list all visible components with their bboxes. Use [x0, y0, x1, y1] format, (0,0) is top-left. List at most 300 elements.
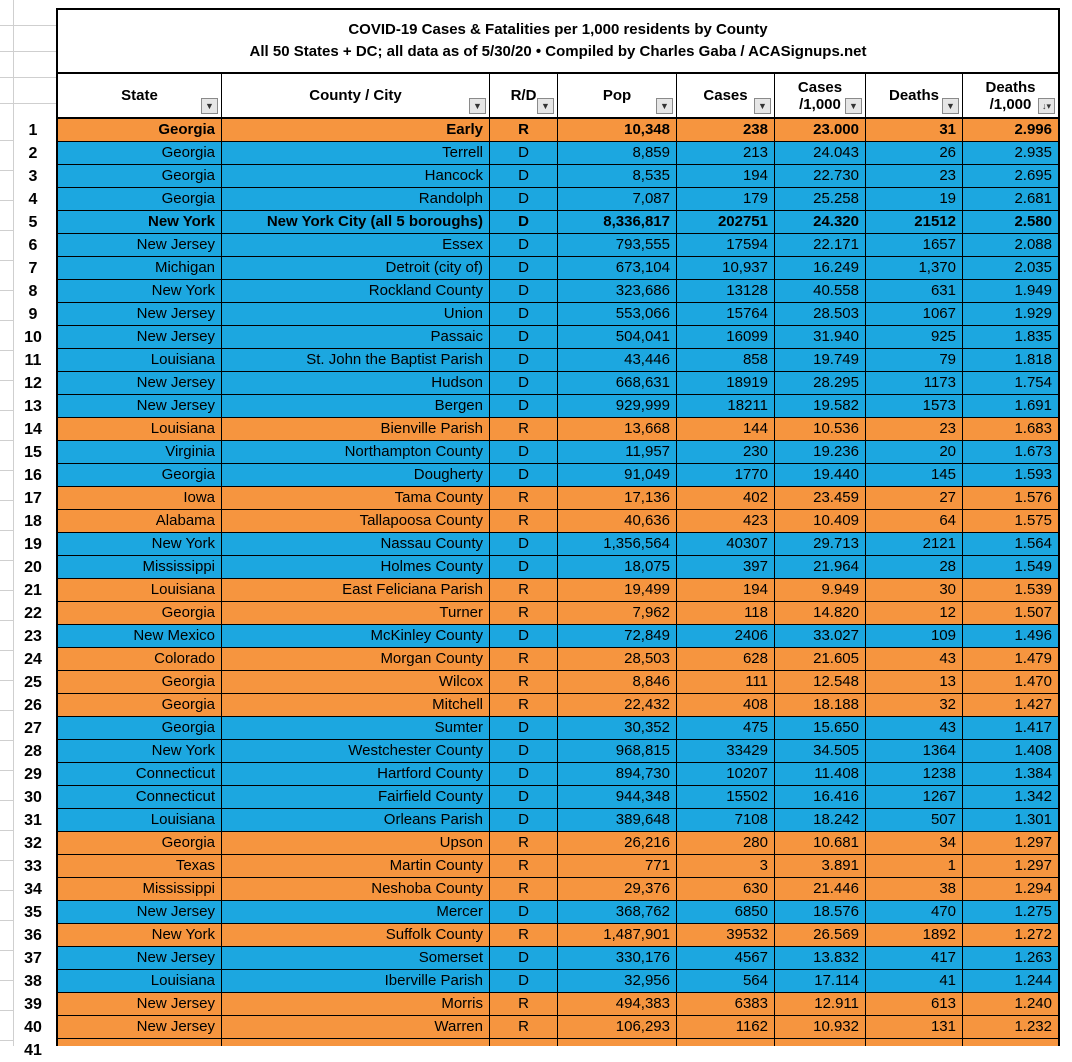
cell-cases[interactable]: 1770: [677, 464, 775, 486]
cell-pop[interactable]: 8,846: [558, 671, 677, 693]
cell-cases[interactable]: 202751: [677, 211, 775, 233]
row-number[interactable]: 18: [24, 513, 42, 530]
cell-pop[interactable]: 13,668: [558, 418, 677, 440]
cell-r-d[interactable]: D: [490, 763, 558, 785]
cell-r-d[interactable]: D: [490, 395, 558, 417]
cell-deaths[interactable]: 1573: [866, 395, 963, 417]
cell-r-d[interactable]: D: [490, 165, 558, 187]
cell-deaths[interactable]: 1,370: [866, 257, 963, 279]
cell-pop[interactable]: 389,648: [558, 809, 677, 831]
row-number[interactable]: 3: [28, 168, 38, 185]
cell-deaths[interactable]: 19: [866, 188, 963, 210]
cell-county[interactable]: Suffolk County: [222, 924, 490, 946]
cell-r-d[interactable]: [490, 1039, 558, 1046]
cell-pop[interactable]: 40,636: [558, 510, 677, 532]
cell-deaths-per-1000[interactable]: 1.263: [1014, 949, 1052, 966]
cell-r-d[interactable]: R: [490, 487, 558, 509]
row-number[interactable]: 31: [24, 812, 42, 829]
cell-state[interactable]: Alabama: [58, 510, 222, 532]
cell-r-d[interactable]: D: [490, 234, 558, 256]
row-number[interactable]: 10: [24, 329, 42, 346]
cell-county[interactable]: Westchester County: [222, 740, 490, 762]
cell-r-d[interactable]: D: [490, 717, 558, 739]
cell-state[interactable]: New Jersey: [58, 303, 222, 325]
cell-pop[interactable]: 19,499: [558, 579, 677, 601]
cell-cases-per-1000[interactable]: 34.505: [775, 740, 866, 762]
cell-county[interactable]: Tama County: [222, 487, 490, 509]
cell-cases-per-1000[interactable]: 19.236: [775, 441, 866, 463]
cell-county[interactable]: East Feliciana Parish: [222, 579, 490, 601]
cell-deaths[interactable]: 64: [866, 510, 963, 532]
cell-r-d[interactable]: R: [490, 579, 558, 601]
cell-cases[interactable]: 18211: [677, 395, 775, 417]
cell-cases-per-1000[interactable]: 12.548: [775, 671, 866, 693]
cell-state[interactable]: Mississippi: [58, 878, 222, 900]
cell-cases[interactable]: 40307: [677, 533, 775, 555]
cell-pop[interactable]: 944,348: [558, 786, 677, 808]
cell-cases-per-1000[interactable]: 10.536: [775, 418, 866, 440]
cell-deaths[interactable]: 43: [866, 648, 963, 670]
cell-deaths-per-1000[interactable]: 1.272: [1014, 926, 1052, 943]
cell-cases[interactable]: 230: [677, 441, 775, 463]
cell-state[interactable]: Michigan: [58, 257, 222, 279]
cell-cases-per-1000[interactable]: 29.713: [775, 533, 866, 555]
column-header-county-city[interactable]: [222, 74, 490, 117]
row-number[interactable]: 32: [24, 835, 42, 852]
cell-r-d[interactable]: D: [490, 556, 558, 578]
column-header-cases-1-000[interactable]: [775, 74, 866, 117]
cell-state[interactable]: Louisiana: [58, 970, 222, 992]
cell-deaths-per-1000[interactable]: 1.244: [1014, 972, 1052, 989]
cell-cases[interactable]: 6383: [677, 993, 775, 1015]
cell-cases-per-1000[interactable]: 10.409: [775, 510, 866, 532]
cell-pop[interactable]: 91,049: [558, 464, 677, 486]
row-number[interactable]: 29: [24, 766, 42, 783]
cell-deaths[interactable]: 20: [866, 441, 963, 463]
cell-pop[interactable]: 323,686: [558, 280, 677, 302]
cell-pop[interactable]: 793,555: [558, 234, 677, 256]
cell-cases-per-1000[interactable]: 28.295: [775, 372, 866, 394]
filter-dropdown-icon[interactable]: ▼: [942, 98, 959, 114]
cell-deaths-per-1000[interactable]: 1.297: [1014, 857, 1052, 874]
cell-r-d[interactable]: D: [490, 441, 558, 463]
cell-state[interactable]: Virginia: [58, 441, 222, 463]
cell-deaths-per-1000[interactable]: 2.681: [1014, 190, 1052, 207]
cell-deaths-per-1000[interactable]: 1.507: [1014, 604, 1052, 621]
cell-state[interactable]: Iowa: [58, 487, 222, 509]
cell-cases[interactable]: 194: [677, 579, 775, 601]
filter-dropdown-icon[interactable]: ▼: [537, 98, 554, 114]
cell-county[interactable]: Union: [222, 303, 490, 325]
cell-r-d[interactable]: D: [490, 947, 558, 969]
cell-deaths-per-1000[interactable]: 1.417: [1014, 719, 1052, 736]
cell-deaths-per-1000[interactable]: 1.683: [1014, 420, 1052, 437]
cell-cases-per-1000[interactable]: 19.749: [775, 349, 866, 371]
cell-state[interactable]: New York: [58, 924, 222, 946]
cell-cases[interactable]: 179: [677, 188, 775, 210]
row-number[interactable]: 12: [24, 375, 42, 392]
cell-pop[interactable]: 553,066: [558, 303, 677, 325]
cell-county[interactable]: St. John the Baptist Parish: [222, 349, 490, 371]
cell-deaths[interactable]: 79: [866, 349, 963, 371]
cell-pop[interactable]: 494,383: [558, 993, 677, 1015]
cell-cases-per-1000[interactable]: 3.891: [775, 855, 866, 877]
cell-deaths[interactable]: 1657: [866, 234, 963, 256]
cell-cases[interactable]: 397: [677, 556, 775, 578]
cell-pop[interactable]: 10,348: [558, 119, 677, 141]
row-number[interactable]: 11: [24, 352, 42, 369]
filter-dropdown-icon[interactable]: ▼: [845, 98, 862, 114]
cell-deaths-per-1000[interactable]: 1.232: [1014, 1018, 1052, 1035]
cell-r-d[interactable]: D: [490, 533, 558, 555]
cell-r-d[interactable]: D: [490, 142, 558, 164]
cell-cases-per-1000[interactable]: 22.730: [775, 165, 866, 187]
cell-cases[interactable]: 33429: [677, 740, 775, 762]
cell-r-d[interactable]: R: [490, 993, 558, 1015]
cell-pop[interactable]: 72,849: [558, 625, 677, 647]
row-number[interactable]: 34: [24, 881, 42, 898]
cell-deaths-per-1000[interactable]: 1.408: [1014, 742, 1052, 759]
cell-county[interactable]: Randolph: [222, 188, 490, 210]
column-header-deaths[interactable]: [866, 74, 963, 117]
cell-county[interactable]: Holmes County: [222, 556, 490, 578]
cell-cases-per-1000[interactable]: 18.188: [775, 694, 866, 716]
cell-cases[interactable]: 423: [677, 510, 775, 532]
cell-county[interactable]: Upson: [222, 832, 490, 854]
cell-state[interactable]: New York: [58, 211, 222, 233]
cell-deaths-per-1000[interactable]: 1.593: [1014, 466, 1052, 483]
column-header-r-d[interactable]: [490, 74, 558, 117]
cell-deaths[interactable]: 13: [866, 671, 963, 693]
cell-state[interactable]: New Mexico: [58, 625, 222, 647]
cell-deaths[interactable]: 27: [866, 487, 963, 509]
cell-deaths[interactable]: 43: [866, 717, 963, 739]
row-number[interactable]: 19: [24, 536, 42, 553]
cell-cases-per-1000[interactable]: 24.320: [775, 211, 866, 233]
cell-cases[interactable]: 10207: [677, 763, 775, 785]
cell-r-d[interactable]: R: [490, 855, 558, 877]
cell-county[interactable]: Bergen: [222, 395, 490, 417]
row-number[interactable]: 5: [28, 214, 38, 231]
cell-deaths[interactable]: 1267: [866, 786, 963, 808]
cell-deaths[interactable]: 28: [866, 556, 963, 578]
cell-state[interactable]: Connecticut: [58, 786, 222, 808]
row-number[interactable]: 23: [24, 628, 42, 645]
cell-deaths-per-1000[interactable]: 1.835: [1014, 328, 1052, 345]
cell-county[interactable]: Morgan County: [222, 648, 490, 670]
cell-county[interactable]: Fairfield County: [222, 786, 490, 808]
cell-state[interactable]: New Jersey: [58, 901, 222, 923]
row-number[interactable]: 36: [24, 927, 42, 944]
cell-cases[interactable]: 6850: [677, 901, 775, 923]
cell-cases[interactable]: 280: [677, 832, 775, 854]
cell-county[interactable]: Early: [222, 119, 490, 141]
cell-pop[interactable]: 7,087: [558, 188, 677, 210]
cell-state[interactable]: Georgia: [58, 142, 222, 164]
cell-deaths[interactable]: 470: [866, 901, 963, 923]
cell-deaths-per-1000[interactable]: [963, 1039, 1058, 1046]
cell-deaths-per-1000[interactable]: 1.539: [1014, 581, 1052, 598]
cell-cases[interactable]: 18919: [677, 372, 775, 394]
cell-r-d[interactable]: D: [490, 809, 558, 831]
cell-cases[interactable]: 13128: [677, 280, 775, 302]
cell-pop[interactable]: 8,535: [558, 165, 677, 187]
row-number[interactable]: 37: [24, 950, 42, 967]
cell-cases-per-1000[interactable]: 24.043: [775, 142, 866, 164]
cell-cases[interactable]: [677, 1039, 775, 1046]
cell-deaths[interactable]: 23: [866, 165, 963, 187]
cell-cases-per-1000[interactable]: 21.446: [775, 878, 866, 900]
cell-county[interactable]: McKinley County: [222, 625, 490, 647]
cell-cases[interactable]: 118: [677, 602, 775, 624]
row-number[interactable]: 20: [24, 559, 42, 576]
cell-r-d[interactable]: D: [490, 372, 558, 394]
cell-deaths-per-1000[interactable]: 1.576: [1014, 489, 1052, 506]
cell-state[interactable]: [58, 1039, 222, 1046]
cell-county[interactable]: Mitchell: [222, 694, 490, 716]
cell-r-d[interactable]: R: [490, 510, 558, 532]
cell-state[interactable]: New York: [58, 533, 222, 555]
cell-deaths-per-1000[interactable]: 1.754: [1014, 374, 1052, 391]
cell-pop[interactable]: 968,815: [558, 740, 677, 762]
row-number[interactable]: 9: [28, 306, 38, 323]
cell-state[interactable]: Mississippi: [58, 556, 222, 578]
row-number[interactable]: 30: [24, 789, 42, 806]
cell-cases[interactable]: 858: [677, 349, 775, 371]
cell-cases-per-1000[interactable]: 16.249: [775, 257, 866, 279]
row-number[interactable]: 25: [24, 674, 42, 691]
cell-deaths-per-1000[interactable]: 1.301: [1014, 811, 1052, 828]
cell-county[interactable]: Essex: [222, 234, 490, 256]
row-number[interactable]: 8: [28, 283, 38, 300]
cell-deaths[interactable]: 1: [866, 855, 963, 877]
cell-cases[interactable]: 4567: [677, 947, 775, 969]
cell-r-d[interactable]: D: [490, 970, 558, 992]
cell-cases-per-1000[interactable]: [775, 1039, 866, 1046]
cell-cases[interactable]: 10,937: [677, 257, 775, 279]
cell-cases-per-1000[interactable]: 23.000: [775, 119, 866, 141]
cell-pop[interactable]: 771: [558, 855, 677, 877]
cell-deaths[interactable]: 26: [866, 142, 963, 164]
cell-deaths[interactable]: 925: [866, 326, 963, 348]
cell-state[interactable]: New York: [58, 280, 222, 302]
cell-cases-per-1000[interactable]: 16.416: [775, 786, 866, 808]
cell-cases[interactable]: 1162: [677, 1016, 775, 1038]
cell-cases-per-1000[interactable]: 23.459: [775, 487, 866, 509]
cell-state[interactable]: Georgia: [58, 832, 222, 854]
cell-cases-per-1000[interactable]: 10.681: [775, 832, 866, 854]
cell-cases-per-1000[interactable]: 31.940: [775, 326, 866, 348]
cell-deaths-per-1000[interactable]: 2.035: [1014, 259, 1052, 276]
cell-r-d[interactable]: D: [490, 303, 558, 325]
cell-county[interactable]: Somerset: [222, 947, 490, 969]
cell-state[interactable]: New Jersey: [58, 326, 222, 348]
cell-state[interactable]: Georgia: [58, 694, 222, 716]
cell-county[interactable]: Passaic: [222, 326, 490, 348]
cell-pop[interactable]: [558, 1039, 677, 1046]
cell-cases[interactable]: 475: [677, 717, 775, 739]
row-number[interactable]: 27: [24, 720, 42, 737]
cell-deaths[interactable]: 145: [866, 464, 963, 486]
cell-deaths-per-1000[interactable]: 1.297: [1014, 834, 1052, 851]
row-number[interactable]: 4: [28, 191, 38, 208]
cell-county[interactable]: Martin County: [222, 855, 490, 877]
cell-deaths-per-1000[interactable]: 1.673: [1014, 443, 1052, 460]
cell-state[interactable]: Georgia: [58, 717, 222, 739]
cell-deaths-per-1000[interactable]: 1.949: [1014, 282, 1052, 299]
cell-pop[interactable]: 1,356,564: [558, 533, 677, 555]
cell-deaths[interactable]: 41: [866, 970, 963, 992]
cell-county[interactable]: [222, 1039, 490, 1046]
cell-deaths-per-1000[interactable]: 1.294: [1014, 880, 1052, 897]
row-number[interactable]: 15: [24, 444, 42, 461]
cell-pop[interactable]: 22,432: [558, 694, 677, 716]
cell-county[interactable]: Tallapoosa County: [222, 510, 490, 532]
cell-deaths-per-1000[interactable]: 1.240: [1014, 995, 1052, 1012]
cell-cases-per-1000[interactable]: 12.911: [775, 993, 866, 1015]
cell-deaths[interactable]: 417: [866, 947, 963, 969]
cell-cases[interactable]: 213: [677, 142, 775, 164]
row-number[interactable]: 33: [24, 858, 42, 875]
cell-cases-per-1000[interactable]: 17.114: [775, 970, 866, 992]
row-number[interactable]: 2: [28, 145, 38, 162]
cell-r-d[interactable]: D: [490, 740, 558, 762]
cell-pop[interactable]: 504,041: [558, 326, 677, 348]
cell-deaths[interactable]: 23: [866, 418, 963, 440]
filter-dropdown-icon[interactable]: ▼: [656, 98, 673, 114]
cell-deaths[interactable]: 1173: [866, 372, 963, 394]
cell-deaths[interactable]: 613: [866, 993, 963, 1015]
cell-county[interactable]: Hartford County: [222, 763, 490, 785]
cell-deaths[interactable]: 34: [866, 832, 963, 854]
cell-r-d[interactable]: R: [490, 648, 558, 670]
cell-state[interactable]: Colorado: [58, 648, 222, 670]
column-header-cases[interactable]: [677, 74, 775, 117]
cell-county[interactable]: Terrell: [222, 142, 490, 164]
cell-cases-per-1000[interactable]: 26.569: [775, 924, 866, 946]
row-number[interactable]: 1: [28, 122, 38, 139]
cell-r-d[interactable]: D: [490, 211, 558, 233]
cell-cases[interactable]: 16099: [677, 326, 775, 348]
cell-deaths[interactable]: 12: [866, 602, 963, 624]
cell-deaths[interactable]: 38: [866, 878, 963, 900]
cell-deaths-per-1000[interactable]: 1.929: [1014, 305, 1052, 322]
row-number[interactable]: 6: [28, 237, 38, 254]
cell-county[interactable]: Mercer: [222, 901, 490, 923]
cell-county[interactable]: Wilcox: [222, 671, 490, 693]
cell-pop[interactable]: 894,730: [558, 763, 677, 785]
cell-cases[interactable]: 3: [677, 855, 775, 877]
cell-deaths[interactable]: 1892: [866, 924, 963, 946]
cell-cases-per-1000[interactable]: 18.242: [775, 809, 866, 831]
cell-deaths-per-1000[interactable]: 2.695: [1014, 167, 1052, 184]
cell-state[interactable]: Texas: [58, 855, 222, 877]
cell-deaths[interactable]: 2121: [866, 533, 963, 555]
cell-cases-per-1000[interactable]: 40.558: [775, 280, 866, 302]
cell-pop[interactable]: 28,503: [558, 648, 677, 670]
cell-deaths-per-1000[interactable]: 1.427: [1014, 696, 1052, 713]
cell-deaths-per-1000[interactable]: 1.275: [1014, 903, 1052, 920]
cell-cases[interactable]: 144: [677, 418, 775, 440]
cell-pop[interactable]: 18,075: [558, 556, 677, 578]
cell-county[interactable]: Hancock: [222, 165, 490, 187]
cell-deaths-per-1000[interactable]: 1.564: [1014, 535, 1052, 552]
cell-pop[interactable]: 7,962: [558, 602, 677, 624]
cell-r-d[interactable]: D: [490, 326, 558, 348]
cell-state[interactable]: Georgia: [58, 671, 222, 693]
cell-cases-per-1000[interactable]: 21.605: [775, 648, 866, 670]
cell-pop[interactable]: 30,352: [558, 717, 677, 739]
cell-pop[interactable]: 32,956: [558, 970, 677, 992]
cell-pop[interactable]: 11,957: [558, 441, 677, 463]
cell-cases-per-1000[interactable]: 33.027: [775, 625, 866, 647]
row-number[interactable]: 22: [24, 605, 42, 622]
cell-state[interactable]: Georgia: [58, 602, 222, 624]
cell-state[interactable]: Georgia: [58, 464, 222, 486]
cell-r-d[interactable]: R: [490, 878, 558, 900]
cell-cases-per-1000[interactable]: 18.576: [775, 901, 866, 923]
cell-r-d[interactable]: D: [490, 188, 558, 210]
cell-pop[interactable]: 29,376: [558, 878, 677, 900]
cell-cases[interactable]: 630: [677, 878, 775, 900]
cell-state[interactable]: Louisiana: [58, 349, 222, 371]
cell-cases-per-1000[interactable]: 10.932: [775, 1016, 866, 1038]
cell-r-d[interactable]: D: [490, 786, 558, 808]
cell-deaths[interactable]: 30: [866, 579, 963, 601]
cell-cases-per-1000[interactable]: 28.503: [775, 303, 866, 325]
row-number[interactable]: 24: [24, 651, 42, 668]
cell-pop[interactable]: 8,336,817: [558, 211, 677, 233]
cell-county[interactable]: Warren: [222, 1016, 490, 1038]
cell-pop[interactable]: 929,999: [558, 395, 677, 417]
cell-state[interactable]: New Jersey: [58, 372, 222, 394]
cell-state[interactable]: Louisiana: [58, 809, 222, 831]
cell-cases[interactable]: 111: [677, 671, 775, 693]
cell-deaths-per-1000[interactable]: 1.575: [1014, 512, 1052, 529]
cell-r-d[interactable]: R: [490, 119, 558, 141]
cell-r-d[interactable]: R: [490, 671, 558, 693]
cell-county[interactable]: Morris: [222, 993, 490, 1015]
cell-r-d[interactable]: D: [490, 464, 558, 486]
cell-state[interactable]: New Jersey: [58, 234, 222, 256]
cell-pop[interactable]: 17,136: [558, 487, 677, 509]
cell-cases[interactable]: 15764: [677, 303, 775, 325]
cell-state[interactable]: Georgia: [58, 188, 222, 210]
cell-cases-per-1000[interactable]: 9.949: [775, 579, 866, 601]
cell-r-d[interactable]: D: [490, 901, 558, 923]
cell-cases[interactable]: 408: [677, 694, 775, 716]
filter-dropdown-icon[interactable]: ▼: [201, 98, 218, 114]
cell-state[interactable]: Louisiana: [58, 579, 222, 601]
cell-pop[interactable]: 1,487,901: [558, 924, 677, 946]
cell-county[interactable]: Northampton County: [222, 441, 490, 463]
filter-dropdown-icon[interactable]: ▼: [754, 98, 771, 114]
cell-pop[interactable]: 668,631: [558, 372, 677, 394]
cell-county[interactable]: Hudson: [222, 372, 490, 394]
cell-pop[interactable]: 673,104: [558, 257, 677, 279]
cell-pop[interactable]: 43,446: [558, 349, 677, 371]
cell-state[interactable]: New Jersey: [58, 1016, 222, 1038]
cell-county[interactable]: Turner: [222, 602, 490, 624]
column-header-pop[interactable]: [558, 74, 677, 117]
cell-cases[interactable]: 194: [677, 165, 775, 187]
row-number[interactable]: 39: [24, 996, 42, 1013]
row-number[interactable]: 40: [24, 1019, 42, 1036]
row-number[interactable]: 7: [28, 260, 38, 277]
cell-deaths[interactable]: 1238: [866, 763, 963, 785]
cell-deaths[interactable]: 109: [866, 625, 963, 647]
filter-dropdown-icon[interactable]: ▼: [469, 98, 486, 114]
